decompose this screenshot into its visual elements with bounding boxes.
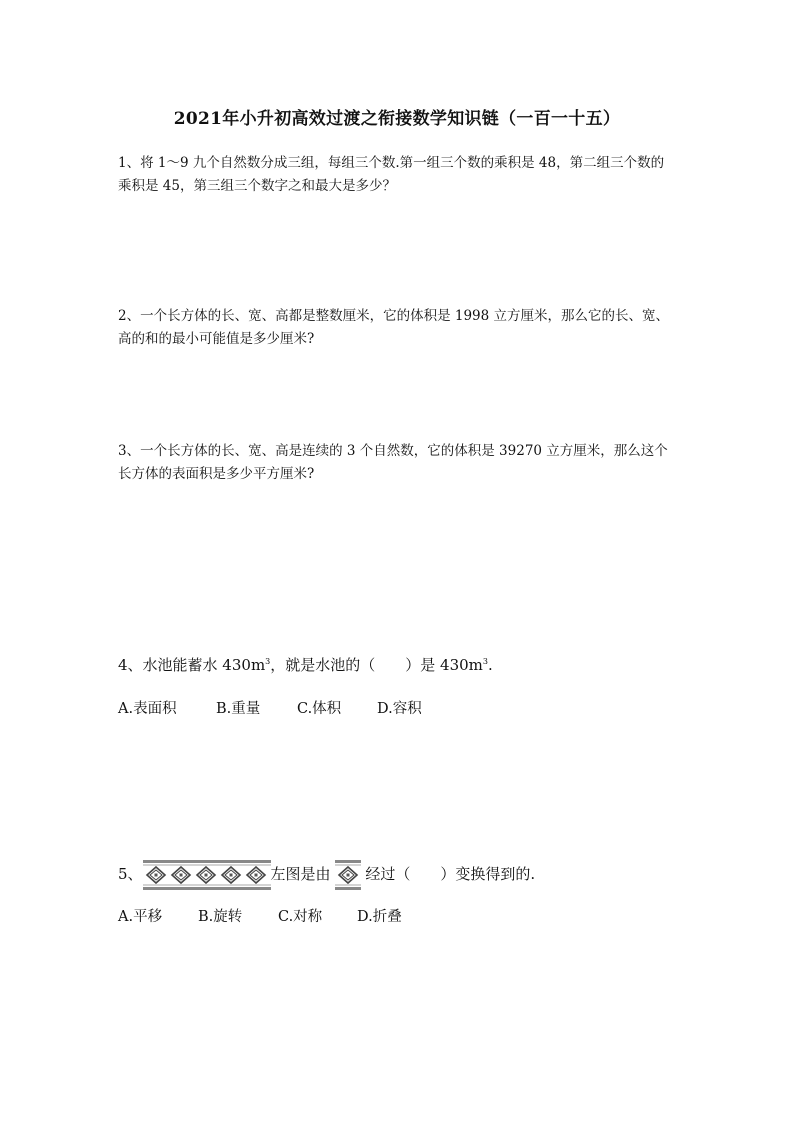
option-a[interactable]: A.表面积 <box>118 701 177 717</box>
question-5-prefix: 5、 <box>118 865 143 883</box>
question-4: 4、水池能蓄水 $430m^3$，就是水池的（ ）是 $430m^3$. <box>118 656 493 674</box>
question-5-options <box>118 905 402 926</box>
page-title: 2021年小升初高效过渡之衔接数学知识链（一百一十五） <box>173 109 621 129</box>
question-5 <box>118 857 535 891</box>
question-3-line-1: 3、一个长方体的长、宽、高是连续的 3 个自然数，它的体积是 39270 立方厘米，那么这个 <box>118 443 668 459</box>
option-d[interactable]: D.容积 <box>377 701 422 717</box>
option-d[interactable]: D.折叠 <box>357 909 402 925</box>
option-a[interactable]: A.平移 <box>118 909 163 925</box>
question-2-line-1: 2、一个长方体的长、宽、高都是整数厘米，它的体积是 1998 立方厘米，那么它的长、宽、 <box>118 308 670 324</box>
frieze-pattern-image <box>143 860 271 890</box>
option-b[interactable]: B.旋转 <box>198 909 243 925</box>
single-motif-image <box>335 860 361 890</box>
question-2 <box>118 305 669 351</box>
option-b[interactable]: B.重量 <box>216 701 261 717</box>
option-c[interactable]: C.体积 <box>297 701 342 717</box>
question-2-line-2: 高的和的最小可能值是多少厘米? <box>118 331 315 347</box>
question-3 <box>118 440 668 486</box>
option-c[interactable]: C.对称 <box>278 909 323 925</box>
question-1-line-2: 乘积是 45，第三组三个数字之和最大是多少？ <box>118 178 396 194</box>
question-1-line-1: 1、将 1～9 九个自然数分成三组，每组三个数.第一组三个数的乘积是 48，第二组三个数的 <box>118 155 665 171</box>
question-3-line-2: 长方体的表面积是多少平方厘米? <box>118 466 315 482</box>
question-1 <box>118 152 664 198</box>
question-5-middle: 左图是由 <box>270 865 331 883</box>
question-4-options <box>118 697 422 718</box>
question-5-suffix: 经过（ ）变换得到的. <box>360 865 536 883</box>
